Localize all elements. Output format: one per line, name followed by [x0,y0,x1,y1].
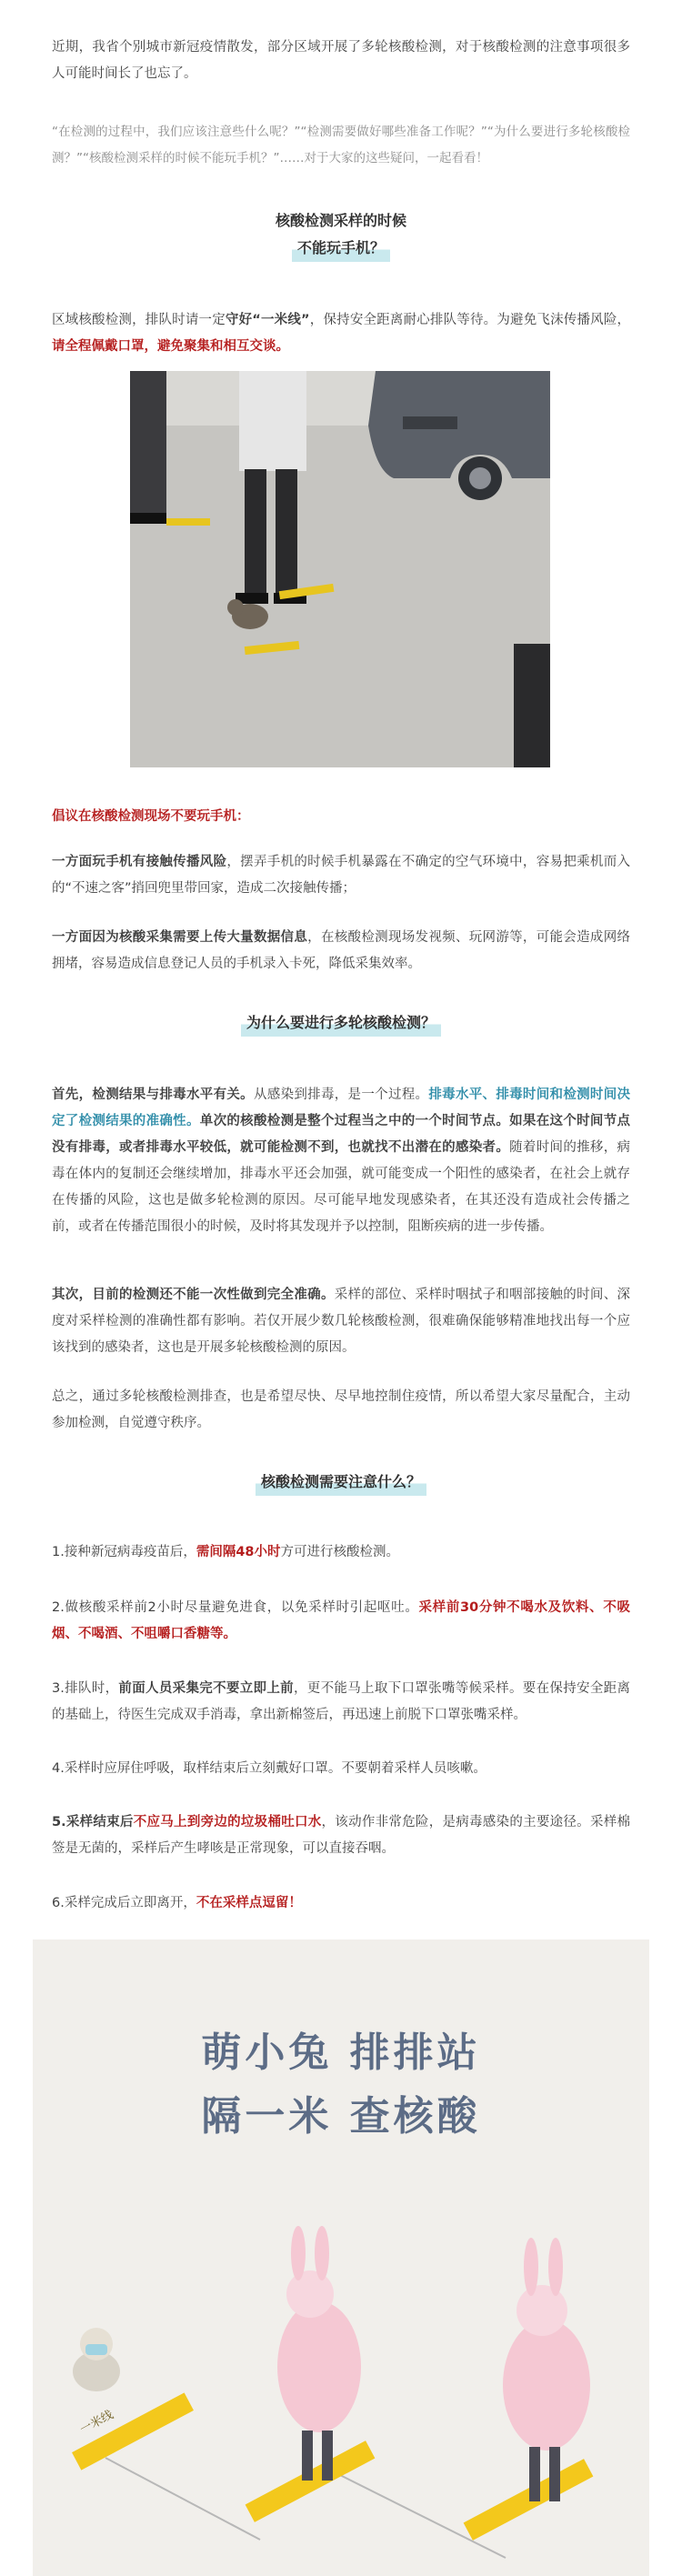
initiative-heading: 倡议在核酸检测现场不要玩手机： [52,809,250,824]
text-run: 区域核酸检测，排队时请一定 [52,313,226,327]
notice-item-2 [52,1595,630,1648]
section3-heading [0,1468,682,1496]
notice-item-1 [52,1539,630,1566]
notice-item-5 [52,1809,630,1862]
section3-title: 核酸检测需要注意什么？ [256,1468,426,1496]
poster-line2: 隔一米 查核酸 [201,2093,481,2140]
text-run-blue: 排毒水平、排毒时间和检测时间决定了检测结果的准确性。 [52,1088,631,1128]
phone-risk-paragraph [52,849,630,902]
queue-photo [130,371,550,767]
intro-questions: “在检测的过程中，我们应该注意些什么呢？”“检测需要做好哪些准备工作呢？”“为什么要进行多轮核酸检测？”“核酸检测采样的时候不能玩手机？”……对于大家的这些疑问，一起看看！ [52,125,630,165]
text-run: ，更不能马上取下口罩张嘴等候采样。要在保持安全距离的基础上，待医生完成双手消毒，拿出新棉签后，再迅速上前脱下口罩张嘴采样。 [52,1681,631,1722]
text-run: ，在核酸检测现场发视频、玩网游等，可能会造成网络拥堵，容易造成信息登记人员的手机录入卡死，降低采集效率。 [52,930,630,971]
reason-second-paragraph [52,1282,630,1361]
text-run-red: 采样前30分钟不喝水及饮料、不吸烟、不喝酒、不咀嚼口香糖等。 [52,1600,630,1641]
text-run-bold: 其次，目前的检测还不能一次性做到完全准确。 [52,1288,335,1302]
text-run: ，摆弄手机的时候手机暴露在不确定的空气环境中，容易把乘机而入的“不速之客”捎回兜里带回家，造成二次接触传播； [52,855,631,896]
text-run-bold: 5.采样结束后 [52,1815,134,1829]
notice-item-6 [52,1890,630,1917]
text-run: 随着时间的推移，病毒在体内的复制还会继续增加，排毒水平还会加强，就可能变成一个阳性的感染者，在社会上就存在传播的风险，这也是做多轮检测的原因。尽可能早地发现感染者，在其还没有造成社会传播之前，或者在传播范围很小的时候，及时将其发现并予以控制，阻断疾病的进一步传播。 [52,1140,631,1234]
text-run-bold: 前面人员采集完不要立即上前 [118,1681,294,1696]
text-run: 3.排队时， [52,1681,119,1696]
text-run-bold: 首先，检测结果与排毒水平有关。 [52,1088,254,1102]
reason-first-paragraph [52,1082,630,1240]
text-run: 从感染到排毒，是一个过程。 [253,1088,429,1102]
text-run-red: 不应马上到旁边的垃圾桶吐口水 [133,1815,322,1829]
poster-illustration [33,2158,649,2576]
text-run: 2.做核酸采样前2小时尽量避免进食，以免采样时引起呕吐。 [52,1600,419,1615]
text-run: ，该动作非常危险，是病毒感染的主要途径。采样棉签是无菌的，采样后产生哮咳是正常现象，可以直接吞咽。 [52,1815,630,1856]
text-run: 6.采样完成后立即离开， [52,1896,196,1910]
queue-photo-illustration [130,371,550,767]
notice-item-3 [52,1676,630,1729]
tape-label: 一米线 [77,2408,116,2438]
section1-paragraph [52,307,630,360]
text-run-red: 不在采样点逗留！ [196,1896,302,1910]
text-run: 采样的部位、采样时咽拭子和咽部接触的时间、深度对采样检测的准确性都有影响。若仅开展少数几轮核酸检测，很难确保能够精准地找出每一个应该找到的感染者，这也是开展多轮核酸检测的原因。 [52,1288,630,1355]
text-run-bold: 单次的核酸检测是整个过程当之中的一个时间节点。如果在这个时间节点没有排毒，或者排毒水平较低，就可能检测不到，也就找不出潜在的感染者。 [52,1114,631,1155]
notice-item-4: 4.采样时应屏住呼吸，取样结束后立刻戴好口罩。不要朝着采样人员咳嗽。 [52,1761,486,1776]
poster-line1: 萌小兔 排排站 [201,2030,481,2076]
bunny-poster [33,1940,649,2576]
text-run-bold: 守好“一米线” [225,313,310,327]
text-run: 方可进行核酸检测。 [280,1545,400,1559]
section2-heading [0,1009,682,1037]
intro-paragraph: 近期，我省个别城市新冠疫情散发，部分区域开展了多轮核酸检测，对于核酸检测的注意事项很多人可能时间长了也忘了。 [52,40,630,81]
text-run-red: 需间隔48小时 [196,1545,281,1559]
text-run-bold: 一方面因为核酸采集需要上传大量数据信息 [52,930,308,945]
section1-title-line1: 核酸检测采样的时候 [275,212,406,229]
section1-heading [0,207,682,262]
section1-title-line2: 不能玩手机？ [292,235,390,262]
summary-paragraph: 总之，通过多轮核酸检测排查，也是希望尽快、尽早地控制住疫情，所以希望大家尽量配合，主动参加检测，自觉遵守秩序。 [52,1389,630,1430]
text-run-red: 请全程佩戴口罩，避免聚集和相互交谈。 [52,339,289,354]
section2-title: 为什么要进行多轮核酸检测？ [241,1009,441,1037]
text-run-bold: 一方面玩手机有接触传播风险 [52,855,227,869]
text-run: ，保持安全距离耐心排队等待。为避免飞沫传播风险， [309,313,631,327]
network-paragraph [52,925,630,977]
text-run: 1.接种新冠病毒疫苗后， [52,1545,196,1559]
